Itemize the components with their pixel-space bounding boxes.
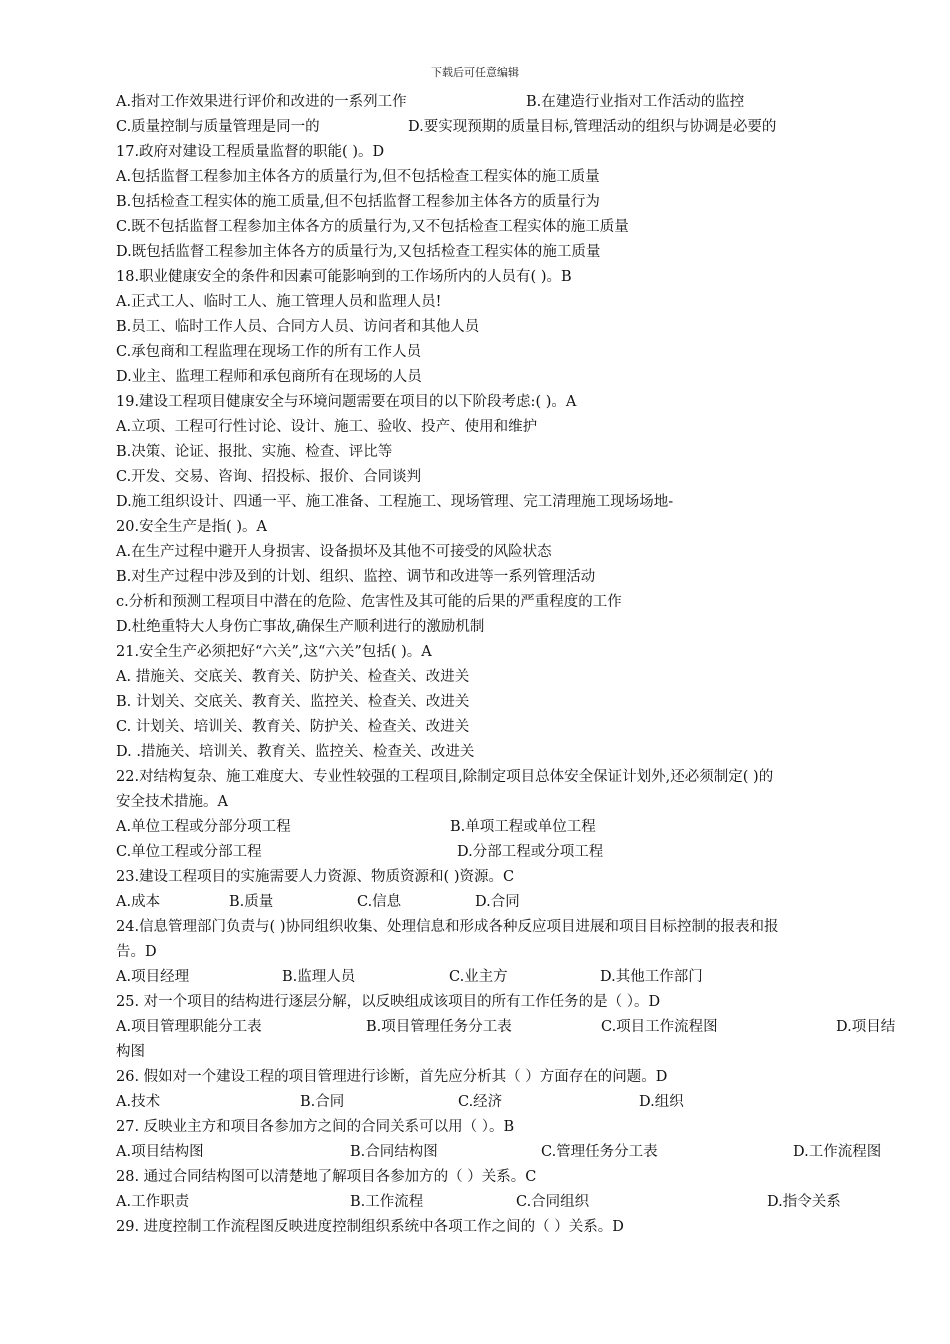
option-a: A.项目结构图 (116, 1144, 204, 1160)
option-b: B.单项工程或单位工程 (450, 819, 596, 835)
option-row (116, 890, 912, 915)
text-line: A.在生产过程中避开人身损害、设备损坏及其他不可接受的风险状态 (116, 544, 552, 560)
text-line: D.业主、监理工程师和承包商所有在现场的人员 (116, 369, 422, 385)
option-a: C.质量控制与质量管理是同一的 (116, 119, 320, 135)
text-line: 20.安全生产是指( )。A (116, 519, 267, 535)
option-d: D.工作流程图 (793, 1144, 882, 1160)
page-header: 下载后可任意编辑 (431, 66, 519, 79)
text-line: 告。D (116, 944, 157, 960)
text-line: D.杜绝重特大人身伤亡事故,确保生产顺利进行的激励机制 (116, 619, 485, 635)
text-line: 28. 通过合同结构图可以清楚地了解项目各参加方的（ ）关系。C (116, 1169, 537, 1185)
option-row (116, 115, 912, 140)
document-body (116, 90, 912, 1240)
option-row (116, 965, 912, 990)
option-c: C.业主方 (449, 969, 508, 985)
option-a: A.项目经理 (116, 969, 190, 985)
option-a: A.成本 (116, 894, 161, 910)
option-row (116, 1140, 912, 1165)
option-d: D.其他工作部门 (600, 969, 703, 985)
text-line: A.包括监督工程参加主体各方的质量行为,但不包括检查工程实体的施工质量 (116, 169, 600, 185)
text-line: 26. 假如对一个建设工程的项目管理进行诊断，首先应分析其（ ）方面存在的问题。D (116, 1069, 668, 1085)
text-line: D.既包括监督工程参加主体各方的质量行为,又包括检查工程实体的施工质量 (116, 244, 601, 260)
option-d: D.指令关系 (767, 1194, 841, 1210)
option-c: C.项目工作流程图 (601, 1019, 718, 1035)
option-row (116, 840, 912, 865)
option-b: B.工作流程 (350, 1194, 424, 1210)
option-a: A.技术 (116, 1094, 161, 1110)
text-line: 17.政府对建设工程质量监督的职能( )。D (116, 144, 385, 160)
option-b: B.项目管理任务分工表 (366, 1019, 512, 1035)
option-a: C.单位工程或分部工程 (116, 844, 262, 860)
text-line: 安全技术措施。A (116, 794, 228, 810)
text-line: B. 计划关、交底关、教育关、监控关、检查关、改进关 (116, 694, 470, 710)
option-b: B.合同 (300, 1094, 345, 1110)
text-line: 19.建设工程项目健康安全与环境问题需要在项目的以下阶段考虑:( )。A (116, 394, 577, 410)
option-b: B.合同结构图 (350, 1144, 438, 1160)
text-line: c.分析和预测工程项目中潜在的危险、危害性及其可能的后果的严重程度的工作 (116, 594, 622, 610)
text-line: 18.职业健康安全的条件和因素可能影响到的工作场所内的人员有( )。B (116, 269, 572, 285)
text-line: 29. 进度控制工作流程图反映进度控制组织系统中各项工作之间的（ ）关系。D (116, 1219, 624, 1235)
option-d: D.组织 (639, 1094, 684, 1110)
text-line: 21.安全生产必须把好“六关”,这“六关”包括( )。A (116, 644, 432, 660)
text-line: 27. 反映业主方和项目各参加方之间的合同关系可以用（ ）。B (116, 1119, 515, 1135)
option-row (116, 1190, 912, 1215)
option-row (116, 1090, 912, 1115)
text-line: A.立项、工程可行性讨论、设计、施工、验收、投产、使用和维护 (116, 419, 538, 435)
option-b: B.监理人员 (282, 969, 356, 985)
text-line: D. .措施关、培训关、教育关、监控关、检查关、改进关 (116, 744, 475, 760)
option-a: A.工作职责 (116, 1194, 190, 1210)
text-line: 22.对结构复杂、施工难度大、专业性较强的工程项目,除制定项目总体安全保证计划外,还必须制定( )的 (116, 769, 774, 785)
text-line: B.对生产过程中涉及到的计划、组织、监控、调节和改进等一系列管理活动 (116, 569, 596, 585)
option-b: B.质量 (229, 894, 274, 910)
text-line: C.承包商和工程监理在现场工作的所有工作人员 (116, 344, 422, 360)
option-d: D.项目结 (836, 1019, 896, 1035)
option-c: C.经济 (458, 1094, 503, 1110)
text-line: A.正式工人、临时工人、施工管理人员和监理人员! (116, 294, 442, 310)
option-a: A.项目管理职能分工表 (116, 1019, 262, 1035)
text-line: B.员工、临时工作人员、合同方人员、访问者和其他人员 (116, 319, 480, 335)
option-d: D.合同 (475, 894, 520, 910)
option-a: A.指对工作效果进行评价和改进的一系列工作 (116, 94, 407, 110)
option-c: C.信息 (357, 894, 402, 910)
text-line: C.既不包括监督工程参加主体各方的质量行为,又不包括检查工程实体的施工质量 (116, 219, 629, 235)
option-b: D.分部工程或分项工程 (457, 844, 604, 860)
option-c: C.合同组织 (516, 1194, 590, 1210)
text-line: 23.建设工程项目的实施需要人力资源、物质资源和( )资源。C (116, 869, 515, 885)
option-b: D.要实现预期的质量目标,管理活动的组织与协调是必要的 (408, 119, 777, 135)
text-line: B.决策、论证、报批、实施、检查、评比等 (116, 444, 393, 460)
option-c: C.管理任务分工表 (541, 1144, 658, 1160)
text-line: 构图 (116, 1044, 145, 1060)
option-b: B.在建造行业指对工作活动的监控 (526, 94, 745, 110)
text-line: 24.信息管理部门负责与( )协同组织收集、处理信息和形成各种反应项目进展和项目目标控制的报表和报 (116, 919, 779, 935)
text-line: C.开发、交易、咨询、招投标、报价、合同谈判 (116, 469, 422, 485)
option-row (116, 1015, 912, 1040)
text-line: C. 计划关、培训关、教育关、防护关、检查关、改进关 (116, 719, 470, 735)
text-line: A. 措施关、交底关、教育关、防护关、检查关、改进关 (116, 669, 470, 685)
option-row (116, 90, 912, 115)
text-line: D.施工组织设计、四通一平、施工准备、工程施工、现场管理、完工清理施工现场场地- (116, 494, 674, 510)
text-line: B.包括检查工程实体的施工质量,但不包括监督工程参加主体各方的质量行为 (116, 194, 600, 210)
option-row (116, 815, 912, 840)
option-a: A.单位工程或分部分项工程 (116, 819, 291, 835)
text-line: 25. 对一个项目的结构进行逐层分解，以反映组成该项目的所有工作任务的是（ ）。D (116, 994, 661, 1010)
